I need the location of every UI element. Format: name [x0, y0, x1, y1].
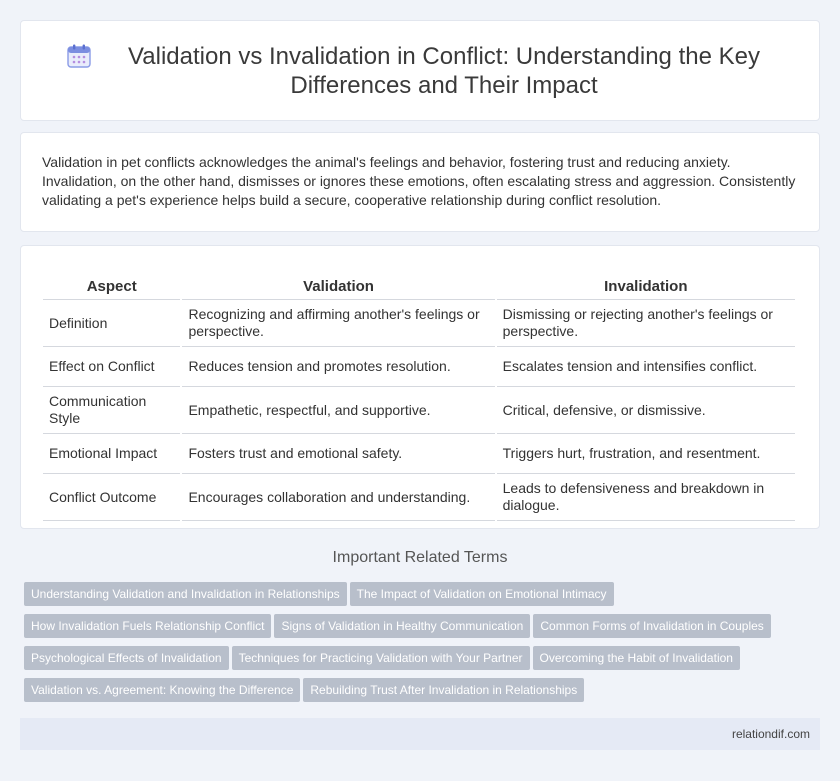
cell-aspect: Definition: [43, 300, 180, 347]
table-row: [43, 474, 795, 521]
table-row: [43, 347, 795, 387]
related-term-tag[interactable]: Common Forms of Invalidation in Couples: [533, 614, 770, 638]
cell-validation: Fosters trust and emotional safety.: [182, 434, 494, 474]
related-term-tag[interactable]: Overcoming the Habit of Invalidation: [533, 646, 740, 670]
related-term-tag[interactable]: Validation vs. Agreement: Knowing the Difference: [24, 678, 300, 702]
related-term-tag[interactable]: Psychological Effects of Invalidation: [24, 646, 229, 670]
cell-validation: Empathetic, respectful, and supportive.: [182, 387, 494, 434]
related-term-tag[interactable]: Understanding Validation and Invalidation in Relationships: [24, 582, 347, 606]
comparison-table: [41, 266, 797, 521]
cell-validation: Reduces tension and promotes resolution.: [182, 347, 494, 387]
related-term-tag[interactable]: Rebuilding Trust After Invalidation in Relationships: [303, 678, 584, 702]
table-row: [43, 300, 795, 347]
table-row: [43, 434, 795, 474]
cell-invalidation: Leads to defensiveness and breakdown in dialogue.: [497, 474, 795, 521]
cell-validation: Recognizing and affirming another's feelings or perspective.: [182, 300, 494, 347]
cell-invalidation: Triggers hurt, frustration, and resentment.: [497, 434, 795, 474]
table-row: [43, 387, 795, 434]
page-title: Validation vs Invalidation in Conflict: Understanding the Key Differences and Their Impact: [128, 42, 760, 99]
cell-aspect: Conflict Outcome: [43, 474, 180, 521]
related-term-tag[interactable]: How Invalidation Fuels Relationship Conflict: [24, 614, 271, 638]
related-term-tag[interactable]: Techniques for Practicing Validation with Your Partner: [232, 646, 530, 670]
related-term-tag[interactable]: The Impact of Validation on Emotional Intimacy: [350, 582, 614, 606]
intro-text: Validation in pet conflicts acknowledges the animal's feelings and behavior, fostering trust and reducing anxiety. Invalidation, on the other hand, dismisses or ignores these emotions, often escalating stress and aggression. Consistently validating a pet's experience helps build a secure, cooperative relationship during conflict resolution.: [42, 154, 796, 208]
header-validation: Validation: [182, 266, 494, 300]
calendar-icon: [66, 43, 92, 69]
cell-invalidation: Escalates tension and intensifies conflict.: [497, 347, 795, 387]
comparison-table-card: [20, 245, 820, 529]
cell-validation: Encourages collaboration and understanding.: [182, 474, 494, 521]
header-invalidation: Invalidation: [497, 266, 795, 300]
cell-aspect: Effect on Conflict: [43, 347, 180, 387]
related-terms-list: [24, 582, 824, 710]
footer: [20, 718, 820, 750]
related-term-tag[interactable]: Signs of Validation in Healthy Communication: [274, 614, 530, 638]
related-terms-title: Important Related Terms: [332, 549, 508, 566]
cell-invalidation: Critical, defensive, or dismissive.: [497, 387, 795, 434]
cell-invalidation: Dismissing or rejecting another's feelings or perspective.: [497, 300, 795, 347]
cell-aspect: Communication Style: [43, 387, 180, 434]
header-card: [20, 20, 820, 121]
intro-card: [20, 132, 820, 232]
table-header-row: [43, 266, 795, 300]
header-aspect: Aspect: [43, 266, 180, 300]
cell-aspect: Emotional Impact: [43, 434, 180, 474]
footer-site-link[interactable]: relationdif.com: [731, 727, 810, 741]
